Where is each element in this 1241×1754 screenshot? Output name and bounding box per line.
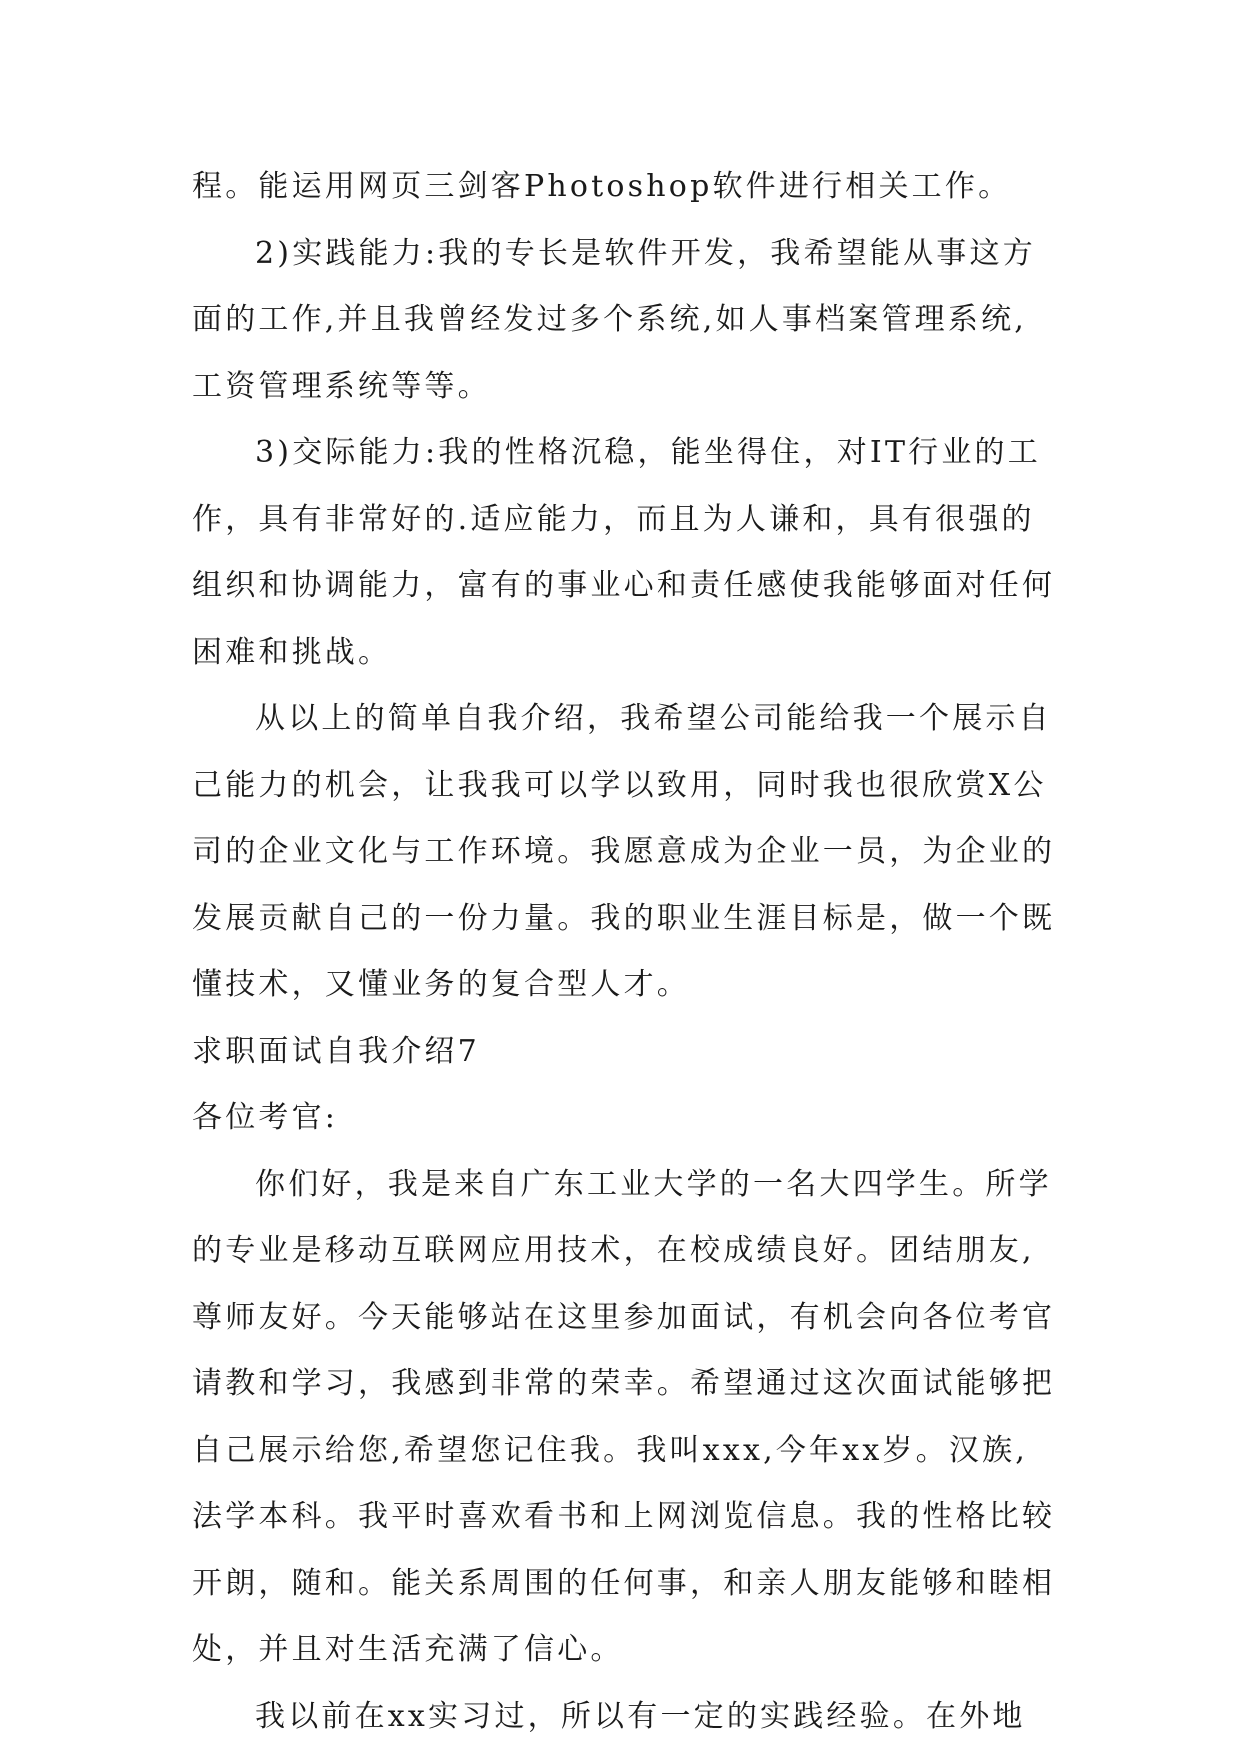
text-line: 我以前在xx实习过，所以有一定的实践经验。在外地 bbox=[255, 1698, 1026, 1734]
text-line: 程。能运用网页三剑客Photoshop软件进行相关工作。 bbox=[192, 169, 1012, 204]
text-line: 你们好，我是来自广东工业大学的一名大四学生。所学 bbox=[255, 1166, 1052, 1202]
text-line: 工资管理系统等等。 bbox=[192, 368, 491, 404]
section-heading: 求职面试自我介绍7 bbox=[192, 1033, 480, 1069]
text-line: 组织和协调能力，富有的事业心和责任感使我能够面对任何 bbox=[192, 568, 1056, 603]
text-line: 面的工作,并且我曾经发过多个系统,如人事档案管理系统, bbox=[192, 302, 1028, 337]
text-line: 己能力的机会，让我我可以学以致用，同时我也很欣赏X公 bbox=[192, 767, 1047, 803]
text-line: 处，并且对生活充满了信心。 bbox=[192, 1632, 624, 1667]
text-line: 开朗，随和。能关系周围的任何事，和亲人朋友能够和睦相 bbox=[192, 1565, 1056, 1601]
text-line: 作，具有非常好的.适应能力，而且为人谦和，具有很强的 bbox=[192, 501, 1035, 537]
salutation: 各位考官: bbox=[192, 1100, 339, 1135]
text-line: 从以上的简单自我介绍，我希望公司能给我一个展示自 bbox=[255, 701, 1052, 736]
text-line: 发展贡献自己的一份力量。我的职业生涯目标是，做一个既 bbox=[192, 900, 1056, 936]
text-line: 2)实践能力:我的专长是软件开发，我希望能从事这方 bbox=[255, 235, 1036, 271]
text-line: 的专业是移动互联网应用技术，在校成绩良好。团结朋友, bbox=[192, 1233, 1035, 1268]
text-line: 3)交际能力:我的性格沉稳，能坐得住，对IT行业的工 bbox=[255, 435, 1041, 470]
document-body bbox=[192, 154, 1072, 1750]
text-line: 懂技术，又懂业务的复合型人才。 bbox=[192, 967, 690, 1002]
text-line: 请教和学习，我感到非常的荣幸。希望通过这次面试能够把 bbox=[192, 1366, 1056, 1401]
text-line: 司的企业文化与工作环境。我愿意成为企业一员，为企业的 bbox=[192, 834, 1056, 869]
text-line: 困难和挑战。 bbox=[192, 634, 392, 670]
text-line: 尊师友好。今天能够站在这里参加面试，有机会向各位考官 bbox=[192, 1299, 1056, 1335]
text-line: 法学本科。我平时喜欢看书和上网浏览信息。我的性格比较 bbox=[192, 1499, 1056, 1534]
text-line: 自己展示给您,希望您记住我。我叫xxx,今年xx岁。汉族, bbox=[192, 1432, 1029, 1468]
